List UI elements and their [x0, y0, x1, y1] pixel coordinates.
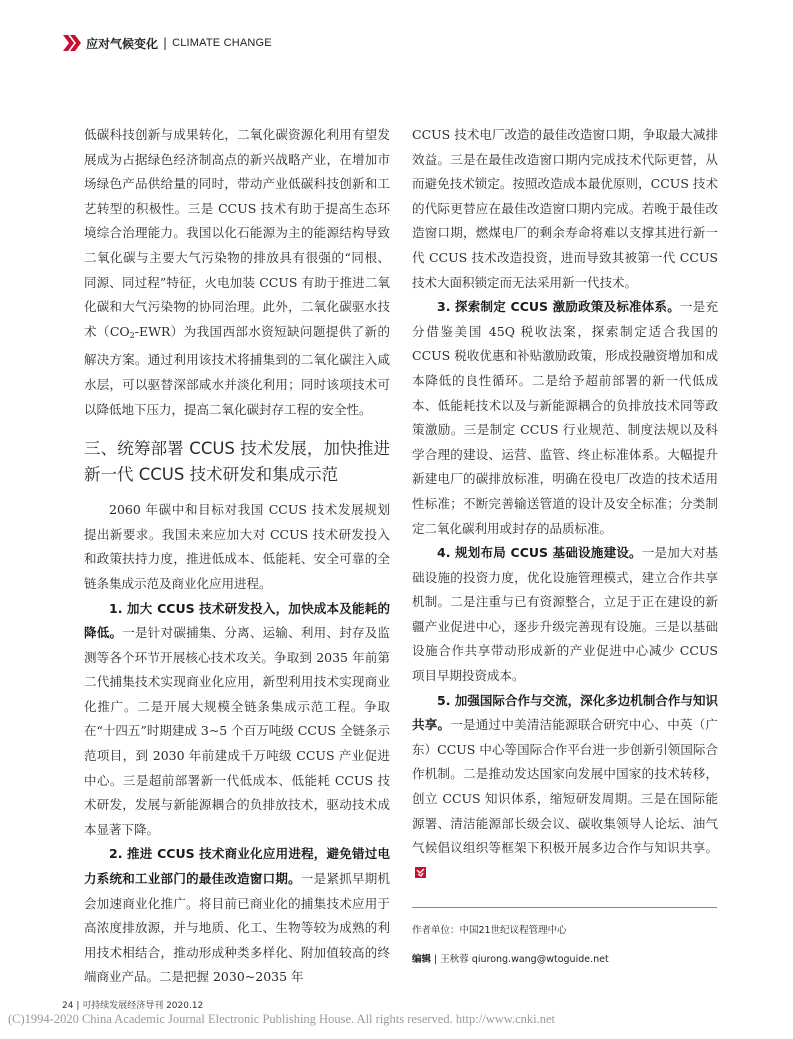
end-mark-icon [415, 867, 426, 878]
paragraph: 2060 年碳中和目标对我国 CCUS 技术发展规划提出新要求。我国未来应加大对 CCUS 技术研发投入和政策扶持力度，推进低成本、低能耗、安全可靠的全链条集成示范及商业化应用进程。 [84, 502, 390, 591]
copyright-notice: (C)1994-2020 China Academic Journal Electronic Publishing House. All rights reserved. http://www.cnki.net [8, 1012, 556, 1026]
header-separator: | [163, 36, 168, 50]
subheading: 3. 探索制定 CCUS 激励政策及标准体系。 [437, 299, 681, 315]
section-heading: 三、统筹部署 CCUS 技术发展，加快推进新一代 CCUS 技术研发和集成示范 [84, 439, 390, 485]
page-footer: 24 | 可持续发展经济导刊 2020.12 [62, 1001, 204, 1011]
subheading: 4. 规划布局 CCUS 基础设施建设。 [437, 545, 642, 561]
paragraph: CCUS 技术电厂改造的最佳改造窗口期，争取最大减排效益。三是在最佳改造窗口期内完成技术代际更替，从而避免技术锁定。按照改造成本最优原则，CCUS 技术的代际更替应在最佳改造窗口期内完成。若晚于最佳改造窗口期，燃煤电厂的剩余寿命将难以支撑其进行新一代 CCUS 技术改造投资，进而导致其被第一代 CCUS 技术大面积锁定而无法采用新一代技术。 [412, 127, 718, 290]
paragraph: 3. 探索制定 CCUS 激励政策及标准体系。一是充分借鉴美国 45Q 税收法案，探索制定适合我国的 CCUS 税收优惠和补贴激励政策，形成投融资增加和成本降低的良性循环。二是给予超前部署的新一代低成本、低能耗技术以及与新能源耦合的负排放技术同等政策激励。三是制定 CCUS 行业规范、制度法规以及科学合理的建设、运营、监管、终止标准体系。大幅提升新建电厂的碳排放标准，明确在役电厂改造的技术适用性标准；不断完善输送管道的设计及安全标准；分类制定二氧化碳利用或封存的品质标准。 [412, 299, 718, 536]
subheading: 5. 加强国际合作与交流，深化多边机制合作与知识共享。 [412, 692, 718, 733]
author-divider [412, 907, 717, 908]
header-section-cn: 应对气候变化 [86, 36, 159, 51]
paragraph: 1. 加大 CCUS 技术研发投入，加快成本及能耗的降低。一是针对碳捕集、分离、运输、利用、封存及监测等各个环节开展核心技术攻关。争取到 2035 年前第二代捕集技术实现商业化应用，新型利用技术实现商业化推广。二是开展大规模全链条集成示范工程。争取在“十四五”时期建成 3~5 个百万吨级 CCUS 全链条示范项目，到 2030 年前建成千万吨级 CCUS 产业促进中心。三是超前部署新一代低成本、低能耗 CCUS 技术研发，发展与新能源耦合的负排放技术，驱动技术成本显著下降。 [84, 600, 390, 837]
right-column [412, 123, 718, 885]
paragraph: 5. 加强国际合作与交流，深化多边机制合作与知识共享。一是通过中美清洁能源联合研究中心、中英（广东）CCUS 中心等国际合作平台进一步创新引领国际合作机制。二是推动发达国家向发展中国家的技术转移，创立 CCUS 知识体系，缩短研发周期。三是在国际能源署、清洁能源部长级会议、碳收集领导人论坛、油气气候倡议组织等框架下积极开展多边合作与知识共享。 [412, 689, 718, 886]
paragraph: 2. 推进 CCUS 技术商业化应用进程，避免错过电力系统和工业部门的最佳改造窗口期。一是紧抓早期机会加速商业化推广。将目前已商业化的捕集技术应用于高浓度排放源，并与地质、化工、生物等较为成熟的利用技术相结合，推动形成种类多样化、附加值较高的终端商业产品。二是把握 2030~2035 年 [84, 846, 390, 985]
subheading: 1. 加大 CCUS 技术研发投入，加快成本及能耗的降低。 [84, 600, 390, 641]
left-column [84, 123, 390, 990]
paragraph: 4. 规划布局 CCUS 基础设施建设。一是加大对基础设施的投资力度，优化设施管理模式，建立合作共享机制。二是注重与已有资源整合，立足于正在建设的新疆产业促进中心，逐步升级完善现有设施。三是以基础设施合作共享带动形成新的产业促进中心减少 CCUS 项目早期投资成本。 [412, 545, 718, 684]
page-header [62, 32, 272, 54]
editor-info: 编辑 | 王秋蓉 qiurong.wang@wtoguide.net [412, 954, 609, 965]
subheading: 2. 推进 CCUS 技术商业化应用进程，避免错过电力系统和工业部门的最佳改造窗口期。 [84, 846, 390, 887]
author-affiliation: 作者单位：中国21世纪议程管理中心 [412, 925, 567, 936]
double-chevron-icon [62, 33, 82, 53]
paragraph: 低碳科技创新与成果转化，二氧化碳资源化利用有望发展成为占据绿色经济制高点的新兴战略产业，在增加市场绿色产品供给量的同时，带动产业低碳科技创新和工艺转型的积极性。三是 CCUS 技术有助于提高生态环境综合治理能力。我国以化石能源为主的能源结构导致二氧化碳与主要大气污染物的排放具有很强的“同根、同源、同过程”特征，火电加装 CCUS 有助于推进二氧化碳和大气污染物的协同治理。此外，二氧化碳驱水技术$(CO_2-EWR)$为我国西部水资短缺问题提供了新的解决方案。通过利用该技术将捕集到的二氧化碳注入咸水层，可以驱替深部咸水并淡化利用；同时该项技术可以降低地下压力，提高二氧化碳封存工程的安全性。 [84, 127, 391, 417]
header-section-en: CLIMATE CHANGE [172, 37, 272, 49]
